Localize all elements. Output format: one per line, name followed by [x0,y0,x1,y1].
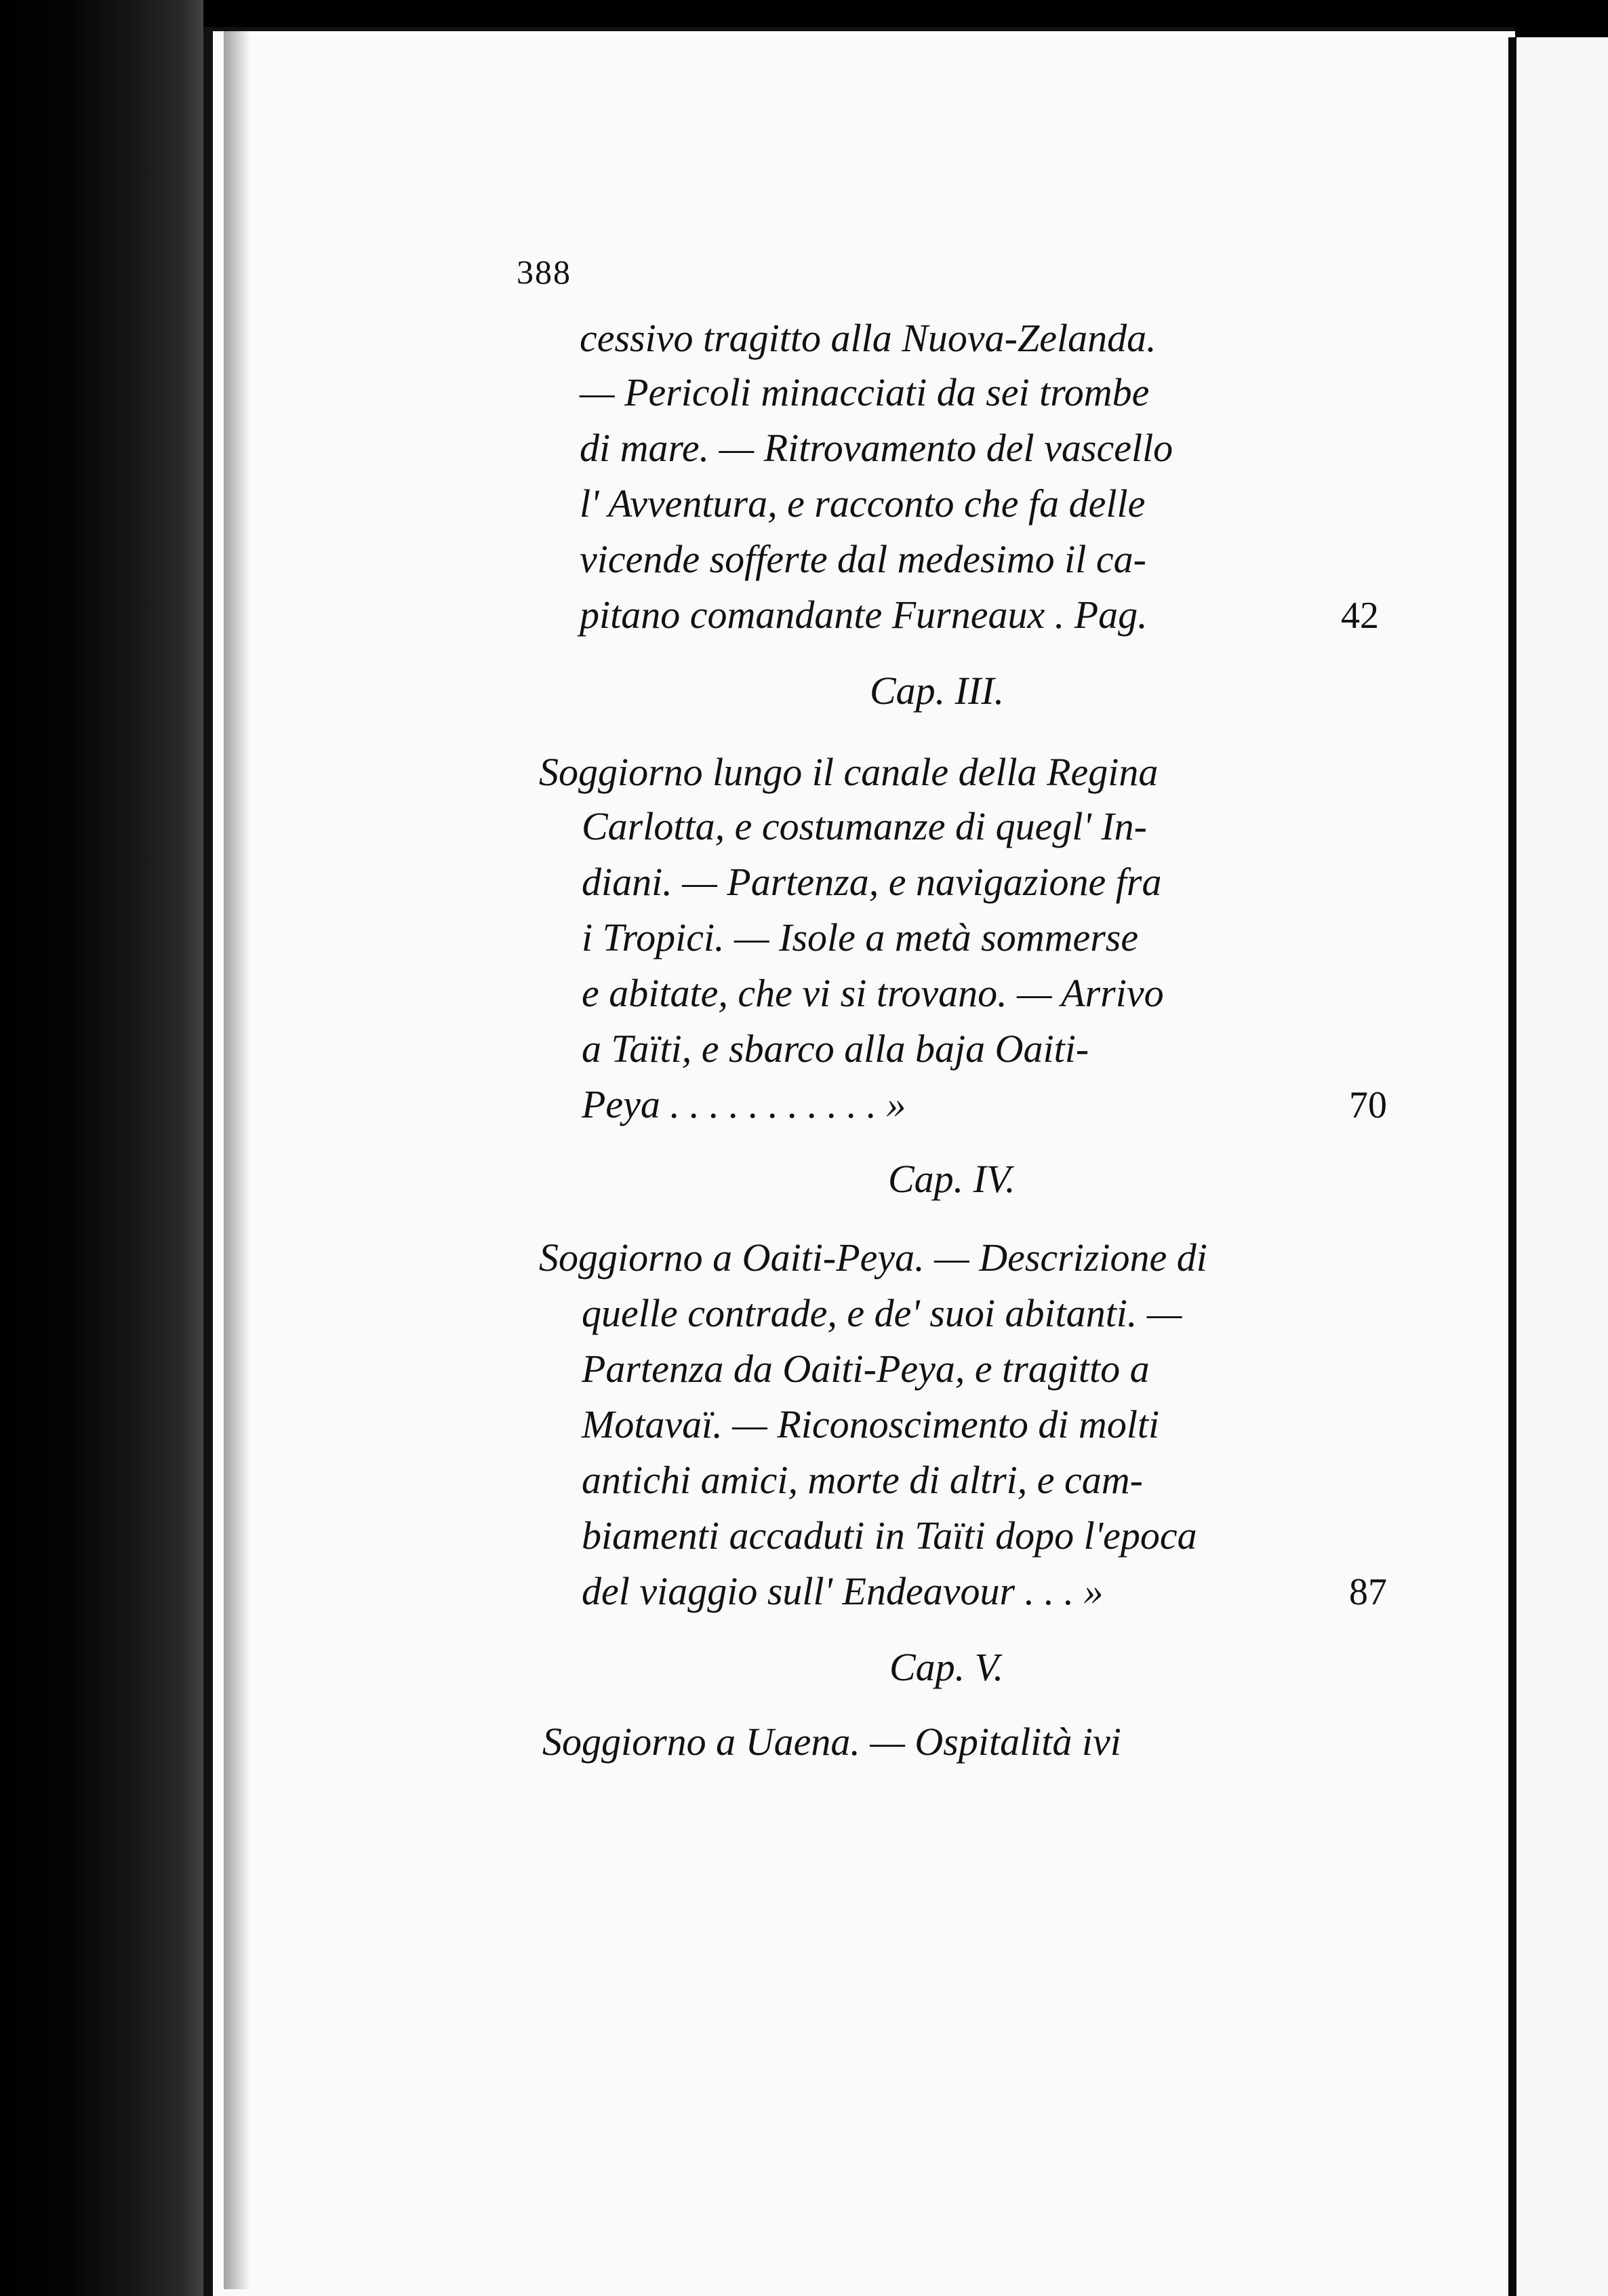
adjacent-page-edge [1508,37,1608,2296]
toc-line: a Taïti, e sbarco alla baja Oaiti- [582,1027,1089,1071]
page-reference: 42 [1341,595,1379,637]
page-number: 388 [517,253,571,291]
page-reference: 70 [1349,1084,1387,1126]
chapter-heading: Cap. III. [870,669,1005,713]
toc-line: Motavaï. — Riconoscimento di molti [582,1402,1160,1446]
toc-line: Soggiorno lungo il canale della Regina [539,750,1159,794]
book-binding-left [0,0,203,2296]
chapter-heading: Cap. IV. [888,1157,1016,1201]
toc-line: pitano comandante Furneaux . Pag. [580,593,1148,637]
toc-line: del viaggio sull' Endeavour . . . » [582,1569,1104,1613]
toc-line: biamenti accaduti in Taïti dopo l'epoca [582,1513,1197,1558]
toc-line: Soggiorno a Oaiti-Peya. — Descrizione di [539,1235,1207,1280]
toc-line: cessivo tragitto alla Nuova-Zelanda. [580,316,1157,360]
toc-line: Soggiorno a Uaena. — Ospitalità ivi [542,1720,1121,1764]
toc-line: Carlotta, e costumanze di quegl' In- [582,804,1147,848]
toc-line: i Tropici. — Isole a metà sommerse [582,915,1139,959]
toc-line: di mare. — Ritrovamento del vascello [580,426,1173,470]
toc-line: — Pericoli minacciati da sei trombe [580,370,1150,414]
page-reference: 87 [1349,1571,1387,1613]
toc-line: vicende sofferte dal medesimo il ca- [580,537,1146,581]
book-page [203,27,1515,2296]
toc-line: Peya . . . . . . . . . . . » [582,1082,906,1126]
page-gutter-shadow [224,31,251,2289]
toc-line: Partenza da Oaiti-Peya, e tragitto a [582,1347,1150,1391]
toc-line: e abitate, che vi si trovano. — Arrivo [582,971,1164,1015]
toc-line: l' Avventura, e racconto che fa delle [580,481,1146,526]
toc-line: quelle contrade, e de' suoi abitanti. — [582,1291,1182,1335]
toc-line: antichi amici, morte di altri, e cam- [582,1458,1143,1502]
toc-line: diani. — Partenza, e navigazione fra [582,860,1162,904]
chapter-heading: Cap. V. [889,1645,1004,1689]
